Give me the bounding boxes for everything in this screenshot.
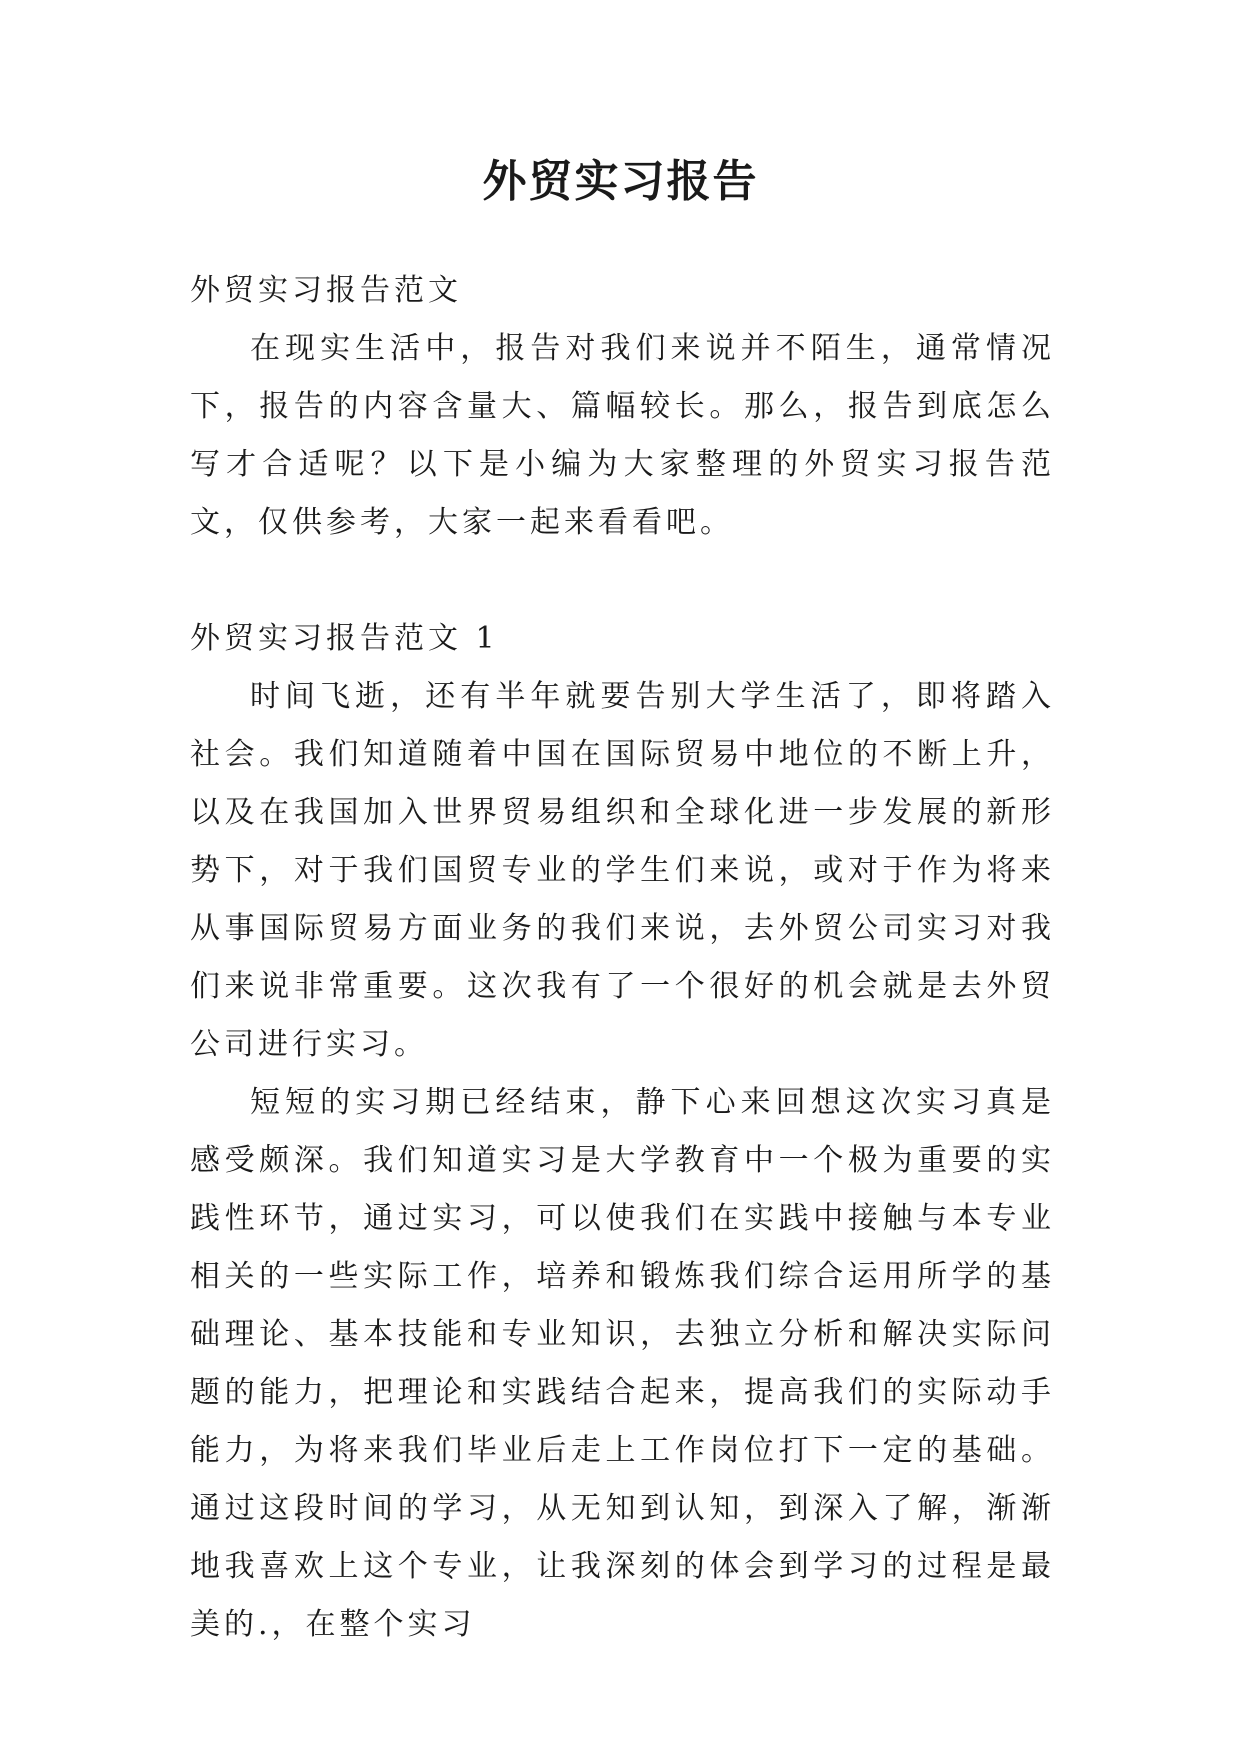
body-paragraph: 时间飞逝，还有半年就要告别大学生活了，即将踏入社会。我们知道随着中国在国际贸易中地位的不断上升，以及在我国加入世界贸易组织和全球化进一步发展的新形势下，对于我们国贸专业的学生们来说，或对于作为将来从事国际贸易方面业务的我们来说，去外贸公司实习对我们来说非常重要。这次我有了一个很好的机会就是去外贸公司进行实习。 — [190, 679, 1055, 1062]
body-paragraph: 短短的实习期已经结束，静下心来回想这次实习真是感受颇深。我们知道实习是大学教育中一个极为重要的实践性环节，通过实习，可以使我们在实践中接触与本专业相关的一些实际工作，培养和锻炼我们综合运用所学的基础理论、基本技能和专业知识，去独立分析和解决实际问题的能力，把理论和实践结合起来，提高我们的实际动手能力，为将来我们毕业后走上工作岗位打下一定的基础。通过这段时间的学习，从无知到认知，到深入了解，渐渐地我喜欢上这个专业，让我深刻的体会到学习的过程是最美的.，在整个实习 — [190, 1085, 1055, 1642]
section-heading: 外贸实习报告范文 1 — [190, 621, 499, 656]
document-title: 外贸实习报告 — [482, 156, 759, 207]
section-spacer — [190, 552, 1055, 610]
section-heading: 外贸实习报告范文 — [190, 273, 462, 308]
intro-paragraph: 在现实生活中，报告对我们来说并不陌生，通常情况下，报告的内容含量大、篇幅较长。那么，报告到底怎么写才合适呢？以下是小编为大家整理的外贸实习报告范文，仅供参考，大家一起来看看吧。 — [190, 331, 1055, 540]
document-body — [190, 262, 1055, 1654]
